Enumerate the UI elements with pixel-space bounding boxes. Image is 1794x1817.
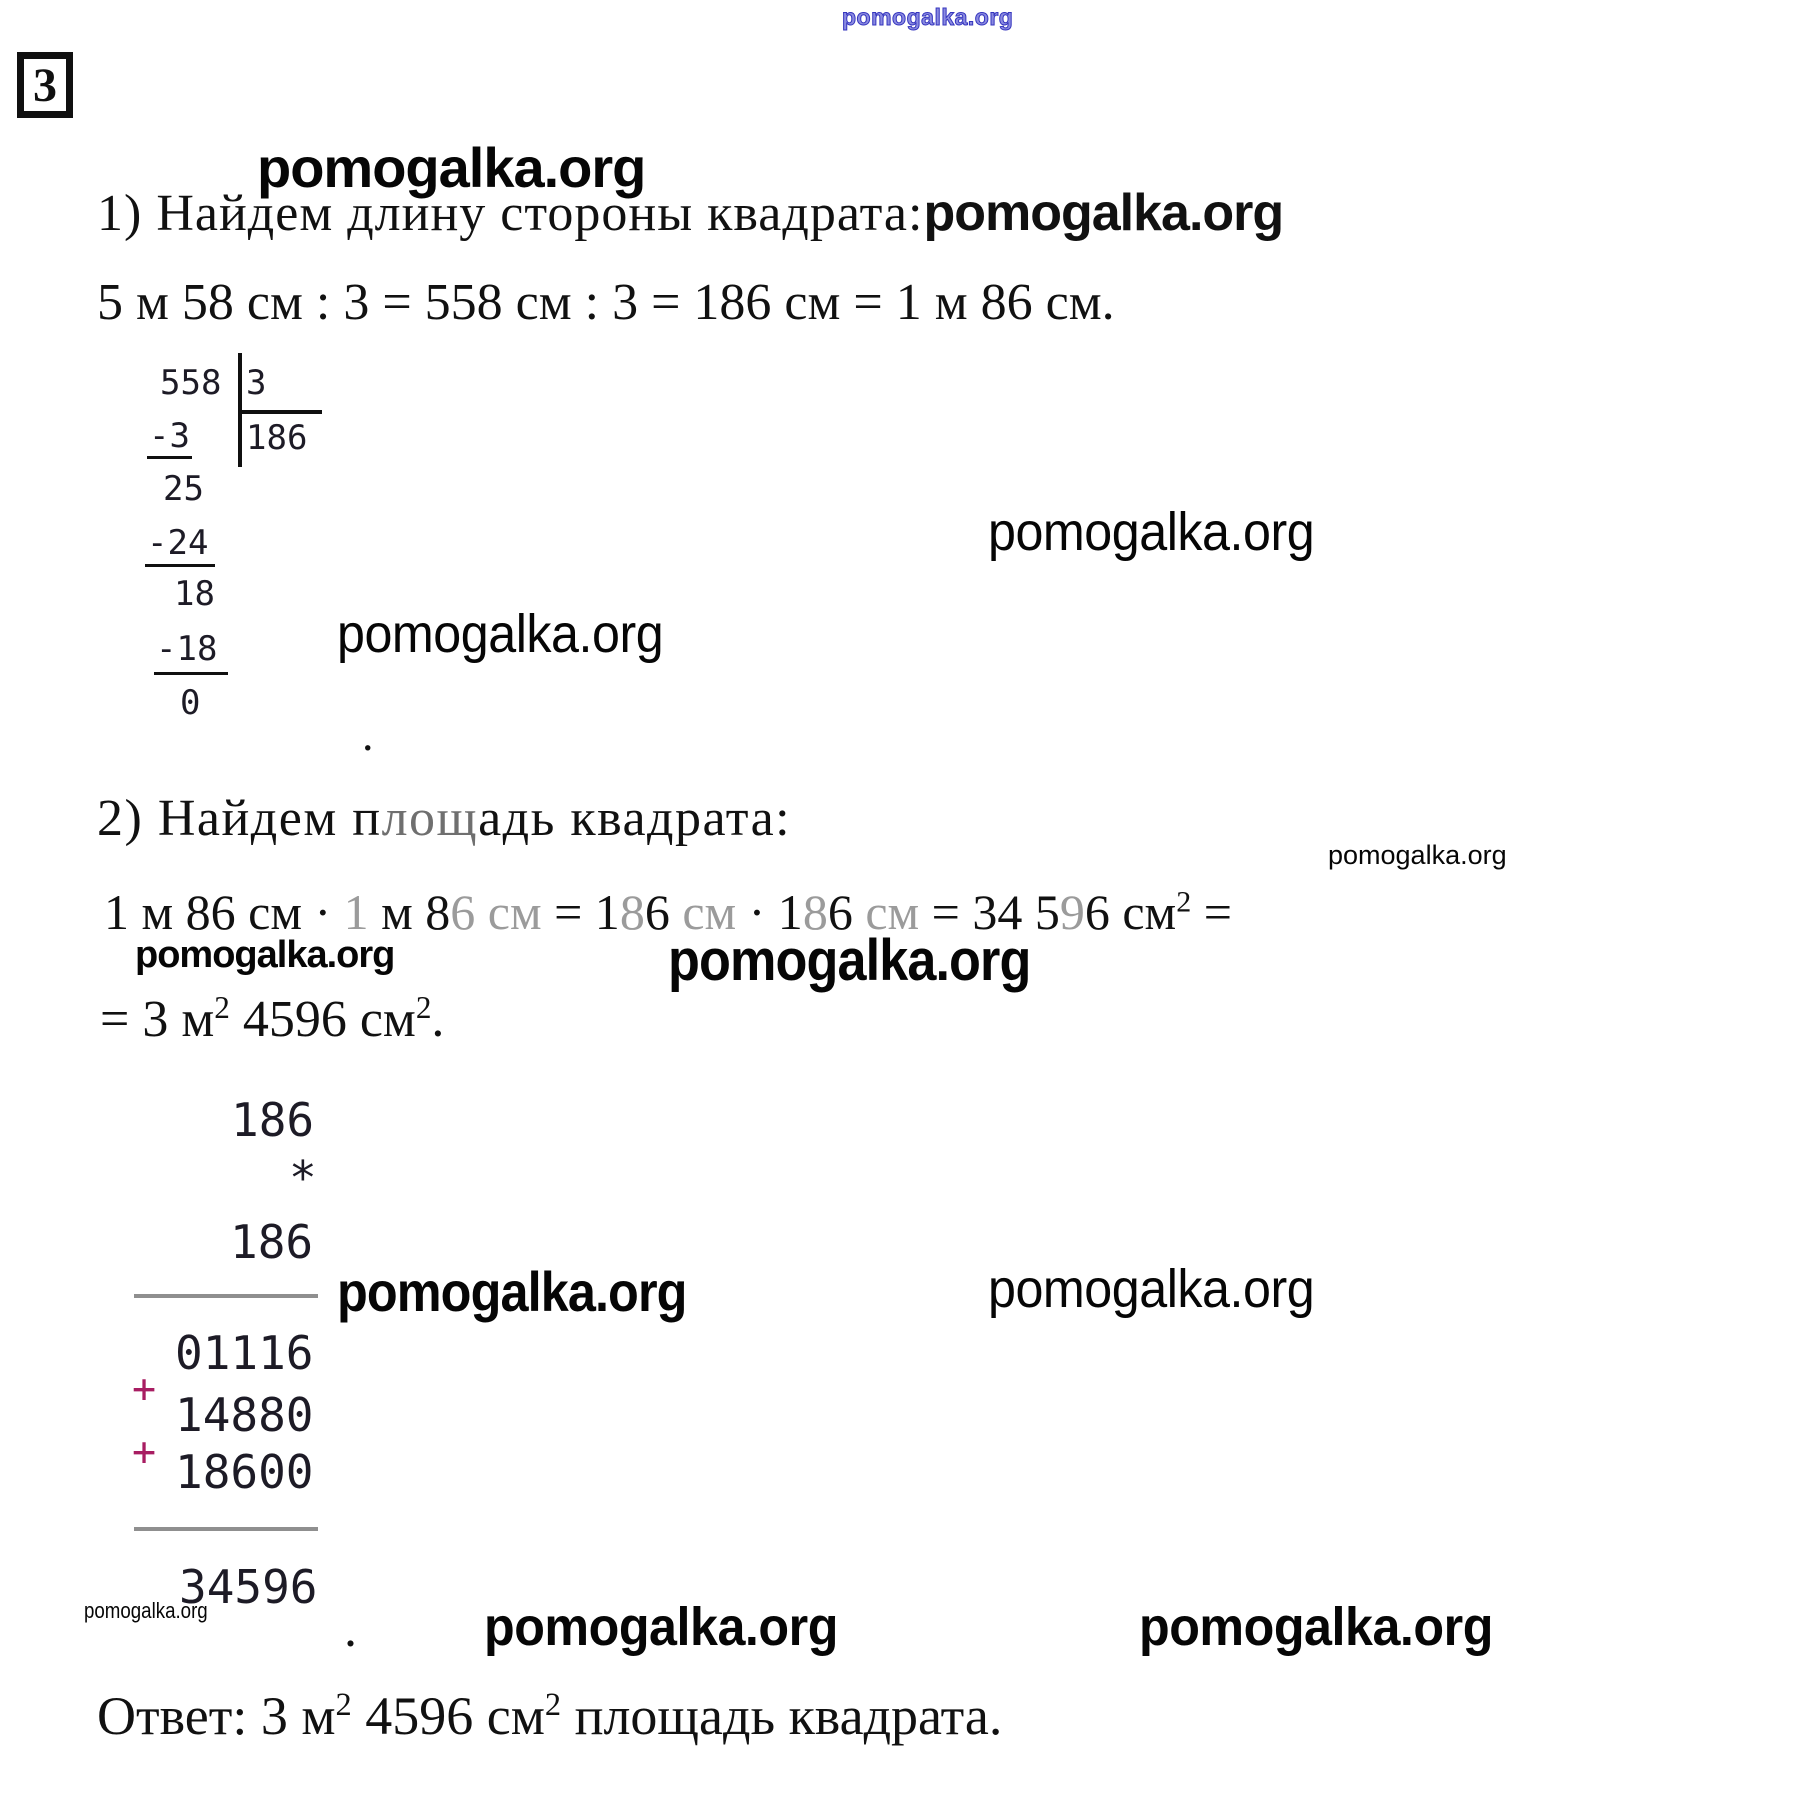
division-step-minus24: -24 <box>147 523 209 563</box>
step2-heading: 2) Найдем площадь квадрата: <box>97 790 792 847</box>
division-underline-1 <box>147 456 192 459</box>
watermark-division-right: pomogalka.org <box>988 502 1315 562</box>
step2-result: = 3 $м^2$ 4596 $см^2$. <box>100 990 445 1049</box>
task-number-box <box>17 52 73 118</box>
watermark-top-blue: pomogalka.org <box>842 4 1014 30</box>
partial-product-3: 18600 <box>175 1445 314 1499</box>
partial-product-2: 14880 <box>175 1388 314 1442</box>
multiplication-rule-top <box>134 1294 318 1298</box>
watermark-bottom-right: pomogalka.org <box>1139 1597 1493 1657</box>
division-underline-3 <box>154 672 228 675</box>
watermark-bottom-left: pomogalka.org <box>484 1597 838 1657</box>
watermark-center-big: pomogalka.org <box>668 928 1031 993</box>
watermark-mult-left: pomogalka.org <box>337 1260 687 1323</box>
plus-sign-2: + <box>132 1429 157 1475</box>
division-step-minus3: -3 <box>149 416 190 456</box>
multiplication-factor2: 186 <box>230 1215 314 1269</box>
division-quotient-bar <box>240 410 322 414</box>
step1-equation: 5 м 58 см : 3 = 558 см : 3 = 186 см = 1 м 86 см. <box>97 274 1115 331</box>
watermark-division-left: pomogalka.org <box>337 604 664 664</box>
watermark-mult-right: pomogalka.org <box>988 1259 1315 1319</box>
watermark-small-right: pomogalka.org <box>1328 840 1507 870</box>
watermark-tiny-bottom-left: pomogalka.org <box>84 1598 208 1623</box>
multiplication-operator: * <box>289 1151 317 1205</box>
division-remainder: 0 <box>180 683 201 723</box>
plus-sign-1: + <box>132 1366 157 1412</box>
multiplication-factor1: 186 <box>231 1093 315 1147</box>
multiplication-rule-bottom <box>134 1527 318 1531</box>
division-underline-2 <box>145 564 215 567</box>
division-period: . <box>362 709 374 760</box>
watermark-heading1-top: pomogalka.org <box>257 136 646 199</box>
division-step-minus18: -18 <box>156 629 218 669</box>
answer-line: Ответ: 3 $м^2$ 4596 $см^2$ площадь квадрата. <box>97 1686 1003 1746</box>
step2-equation: 1 м 86 см · 1 м 86 см = 186 см · 186 см = 34 596 $см^2$ = <box>104 884 1232 940</box>
multiplication-period: . <box>344 1601 357 1658</box>
multiplication-result: 34596 <box>179 1560 318 1614</box>
watermark-small-left-bold: pomogalka.org <box>135 934 395 976</box>
division-step-18: 18 <box>174 574 215 614</box>
partial-product-1: 01116 <box>175 1326 314 1380</box>
task-number: 3 <box>33 58 57 112</box>
step1-heading: 1) Найдем длину стороны квадрата:pomogalka.org <box>97 184 1284 242</box>
division-divisor: 3 <box>246 363 267 403</box>
division-step-25: 25 <box>163 469 204 509</box>
division-quotient: 186 <box>246 418 308 458</box>
division-dividend: 558 <box>160 363 222 403</box>
